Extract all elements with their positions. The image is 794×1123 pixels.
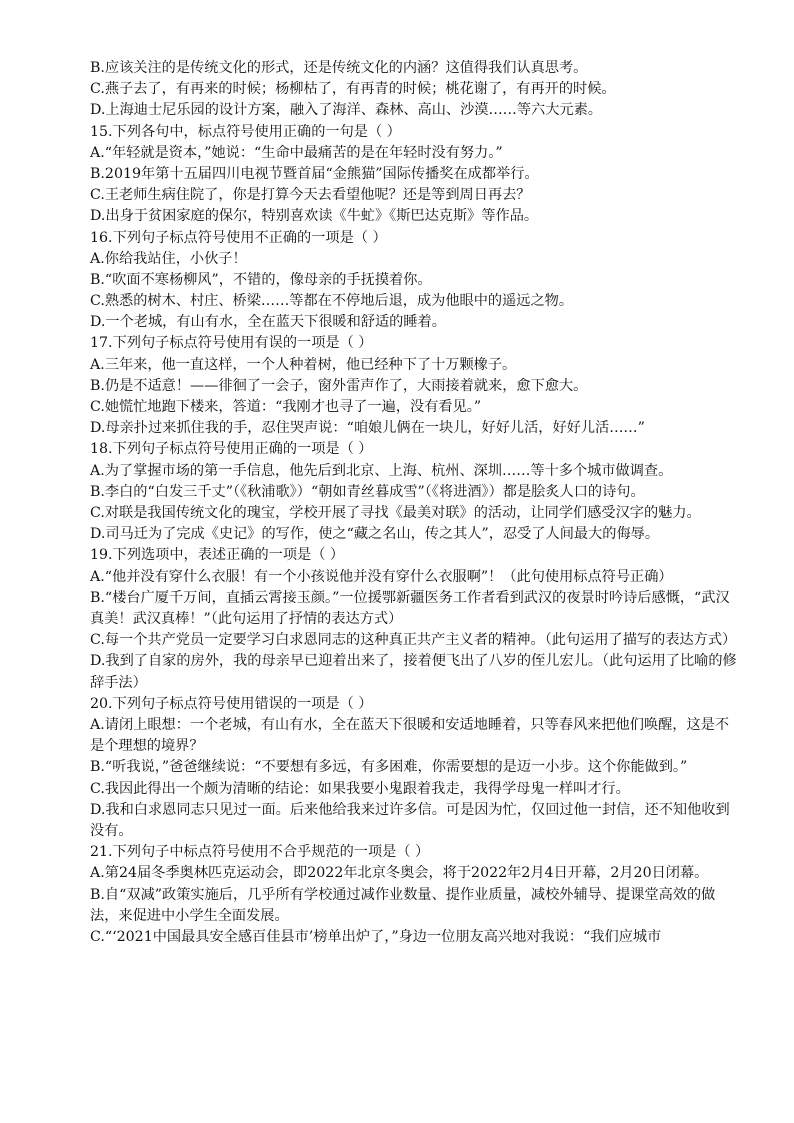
question-18-stem: 18.下列句子标点符号使用正确的一项是（ ） (90, 441, 373, 458)
text-line: A.为了掌握市场的第一手信息，他先后到北京、上海、杭州、深圳……等十多个城市做调查。 (90, 462, 673, 479)
text-paragraph: C.每一个共产党员一定要学习白求恩同志的这种真正共产主义者的精神。（此句运用了描写的表达方式） (90, 632, 737, 649)
text-line: B.应该关注的是传统文化的形式，还是传统文化的内涵？这值得我们认真思考。 (90, 60, 588, 76)
text-line: D.母亲扑过来抓住我的手，忍住哭声说：“咱娘儿俩在一块儿，好好儿活，好好儿活……” (90, 420, 645, 437)
text-line: A.三年来，他一直这样，一个人种着树，他已经种下了十万颗橡子。 (90, 356, 517, 373)
question-17-stem: 17.下列句子标点符号使用有误的一项是（ ） (90, 335, 373, 352)
text-line: B.李白的“白发三千丈”（《秋浦歌》）“朝如青丝暮成雪”（《将进酒》）都是脍炙人口的诗句。 (90, 483, 645, 500)
text-line: D.上海迪士尼乐园的设计方案，融入了海洋、森林、高山、沙漠……等六大元素。 (90, 102, 602, 119)
text-line: B.“吹面不寒杨柳风”，不错的，像母亲的手抚摸着你。 (90, 271, 432, 288)
text-line: D.出身于贫困家庭的保尔，特别喜欢读《牛虻》《斯巴达克斯》等作品。 (90, 208, 539, 225)
text-paragraph: C.对联是我国传统文化的瑰宝，学校开展了寻找《最美对联》的活动，让同学们感受汉字的魅力。 (90, 504, 701, 521)
text-line: A.你给我站住，小伙子！ (90, 250, 247, 267)
exam-questions (66, 58, 742, 948)
text-paragraph: A.请闭上眼想：一个老城，有山有水，全在蓝天下很暖和安适地睡着，只等春风来把他们唤醒，这是不是个理想的境界？ (90, 716, 730, 755)
text-paragraph: D.我和白求恩同志只见过一面。后来他给我来过许多信。可是因为忙，仅回过他一封信，还不知他收到没有。 (90, 801, 730, 839)
text-line: D.一个老城，有山有水，全在蓝天下很暖和舒适的睡着。 (90, 314, 446, 331)
question-15-stem: 15.下列各句中，标点符号使用正确的一句是（ ） (90, 123, 401, 140)
question-21-stem: 21.下列句子中标点符号使用不合乎规范的一项是（ ） (90, 844, 430, 861)
text-line: B.2019年第十五届四川电视节暨首届“金熊猫”国际传播奖在成都举行。 (90, 165, 539, 182)
text-line: A.“年轻就是资本，”她说：“生命中最痛苦的是在年轻时没有努力。” (90, 144, 503, 161)
text-line: C.我因此得出一个颇为清晰的结论：如果我要小鬼跟着我走，我得学母鬼一样叫才行。 (90, 780, 630, 797)
text-paragraph: D.我到了自家的房外，我的母亲早已迎着出来了，接着便飞出了八岁的侄儿宏儿。（此句运用了比喻的修辞手法） (90, 653, 737, 691)
text-line: A.“他并没有穿什么衣服！有一个小孩说他并没有穿什么衣服啊”！（此句使用标点符号正确） (90, 568, 673, 585)
text-paragraph: A.第24届冬季奥林匹克运动会，即2022年北京冬奥会，将于2022年2月4日开幕，2月20日闭幕。 (90, 865, 709, 882)
text-line: D.司马迁为了完成《史记》的写作，使之“藏之名山，传之其人”，忍受了人间最大的侮辱。 (90, 526, 660, 543)
text-line: B.仍是不适意！——徘徊了一会子，窗外雷声作了，大雨接着就来，愈下愈大。 (90, 377, 588, 394)
question-20-stem: 20.下列句子标点符号使用错误的一项是（ ） (90, 695, 373, 712)
text-line: C.王老师生病住院了，你是打算今天去看望他呢？还是等到周日再去？ (90, 187, 531, 204)
text-paragraph: B.“听我说，”爸爸继续说：“不要想有多远，有多困难，你需要想的是迈一小步。这个你能做到。” (90, 759, 688, 776)
text-line: C.她慌忙地跑下楼来，答道：“我刚才也寻了一遍，没有看见。” (90, 399, 482, 415)
text-paragraph: B.“楼台广厦千万间，直插云霄接玉颜。”一位援鄂新疆医务工作者看到武汉的夜景时吟诗后感慨，“武汉真美！武汉真棒！”（此句运用了抒情的表达方式） (90, 589, 730, 627)
text-line: C.“‘2021中国最具安全感百佳县市’榜单出炉了，”身边一位朋友高兴地对我说：“我们应城市 (90, 928, 662, 945)
text-paragraph: B.自“双减”政策实施后，几乎所有学校通过减作业数量、提作业质量，减校外辅导、提课堂高效的做法，来促进中小学生全面发展。 (90, 886, 716, 924)
question-19-stem: 19.下列选项中，表述正确的一项是（ ） (90, 547, 345, 564)
text-line: C.熟悉的树木、村庄、桥梁……等都在不停地后退，成为他眼中的遥远之物。 (90, 293, 574, 310)
question-16-stem: 16.下列句子标点符号使用不正确的一项是（ ） (90, 229, 387, 246)
text-line: C.燕子去了，有再来的时候；杨柳枯了，有再青的时候；桃花谢了，有再开的时候。 (90, 81, 616, 98)
